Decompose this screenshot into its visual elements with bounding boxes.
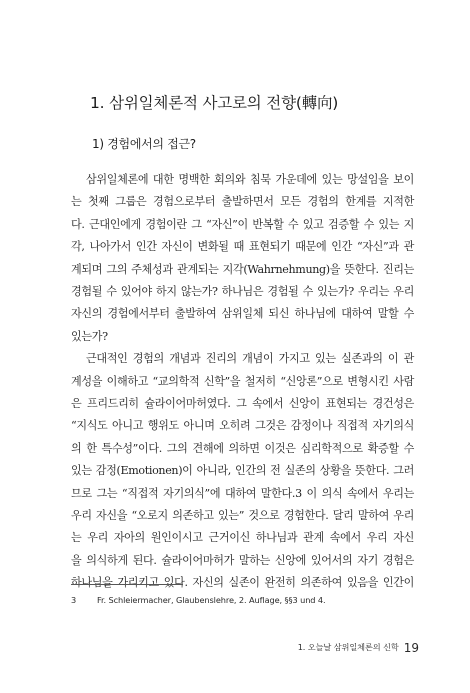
- body-line: 각, 나아가서 인간 자신이 변화될 때 표현되기 때문에 인간 “자신”과 관: [71, 240, 414, 254]
- body-line: 다. 근대인에게 경험이란 그 “자신”이 반복할 수 있고 검증할 수 있는 지: [71, 217, 414, 231]
- body-line: 는 첫째 그룹은 경험으로부터 출발하면서 모든 경험의 한계를 지적한: [71, 195, 414, 209]
- body-line: 은 프리드리히 슐라이어마허였다. 그 속에서 신앙이 표현되는 경건성은: [71, 397, 414, 410]
- body-line: “지식도 아니고 행위도 아니며 오히려 그것은 감정이나 직접적 자기의식: [71, 419, 414, 433]
- body-line: 있는가?: [71, 329, 108, 343]
- body-line: 계성을 이해하고 “교의학적 신학”을 철저히 “신앙론”으로 변형시킨 사람: [71, 374, 414, 388]
- footnote-divider: [71, 584, 183, 585]
- footnote-number: 3: [71, 595, 77, 605]
- body-line: 있는 감정(Emotionen)이 아니라, 인간의 전 실존의 상황을 뜻한다. 그러: [71, 464, 414, 478]
- footnote: [71, 595, 326, 605]
- body-line: 을 의식하게 된다. 슐라이어마허가 말하는 신앙에 있어서의 자기 경험은: [71, 553, 414, 567]
- page-number: 19: [403, 640, 419, 655]
- page-footer: [298, 637, 419, 656]
- body-line: 계되며 그의 주체성과 관계되는 지각(Wahrnehmung)을 뜻한다. 진리는: [71, 262, 414, 276]
- body-line: 삼위일체론에 대한 명백한 회의와 침묵 가운데에 있는 망설임을 보이: [86, 173, 414, 186]
- running-head: 1. 오늘날 삼위일체론의 신학: [297, 642, 399, 652]
- section-heading: 1. 삼위일체론적 사고로의 전향(轉向): [90, 94, 339, 112]
- body-line: 우리 자신을 “오로지 의존하고 있는” 것으로 경험한다. 달리 말하여 우리: [71, 509, 414, 522]
- body-line: 는 우리 자아의 원인이시고 근거이신 하나님과 관계 속에서 우리 자신: [71, 531, 414, 545]
- subsection-heading: 1) 경험에서의 접근?: [92, 137, 196, 151]
- body-line: 의 한 특수성”이다. 그의 견해에 의하면 이것은 심리학적으로 확증할 수: [71, 441, 414, 455]
- body-line: 자신의 경험에서부터 출발하여 삼위일체 되신 하나님에 대하여 말할 수: [71, 307, 414, 321]
- body-line: 므로 그는 “직접적 자기의식”에 대하여 말한다.3 이 의식 속에서 우리는: [71, 486, 414, 500]
- body-line: 경험될 수 있어야 하지 않는가? 하나님은 경험될 수 있는가? 우리는 우리: [71, 285, 414, 298]
- body-line: 근대적인 경험의 개념과 진리의 개념이 가지고 있는 실존과의 이 관: [86, 352, 414, 366]
- footnote-text: Fr. Schleiermacher, Glaubenslehre, 2. Auflage, §§3 und 4.: [97, 595, 326, 605]
- body-line: 하나님을 가리키고 있다. 자신의 실존이 완전히 의존하여 있음을 인간이: [71, 576, 414, 590]
